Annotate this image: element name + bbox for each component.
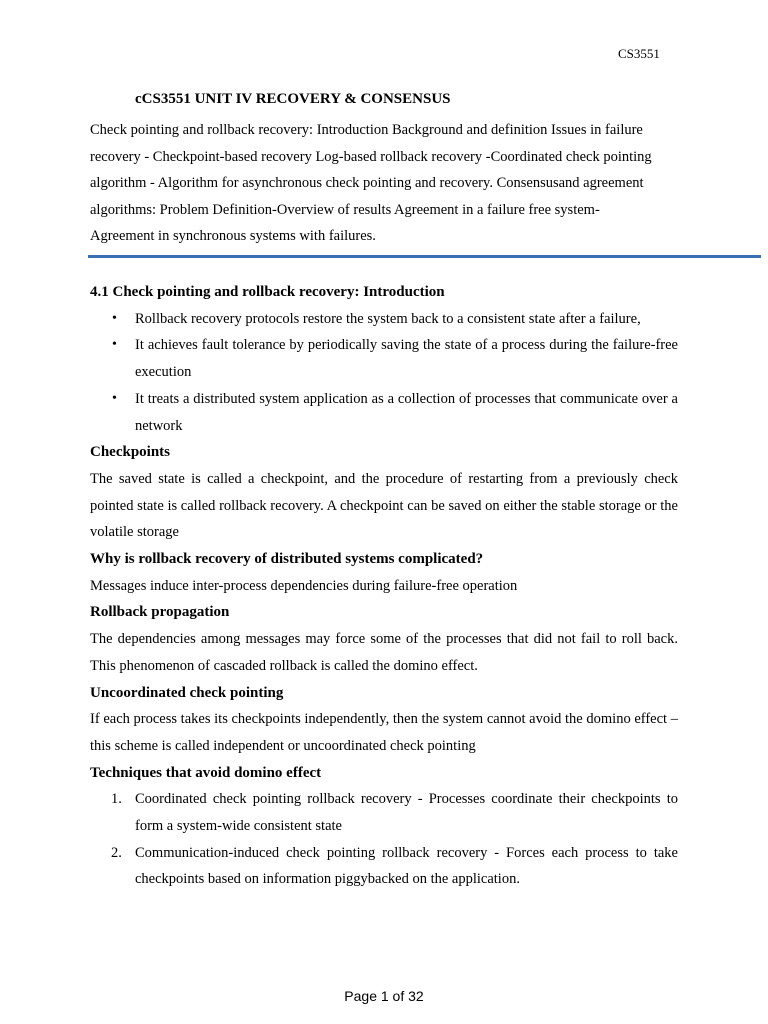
intro-line: algorithms: Problem Definition-Overview of results Agreement in a failure free system- xyxy=(90,201,600,218)
intro-bullet-list xyxy=(90,306,678,440)
techniques-list xyxy=(90,786,678,893)
heading-uncoordinated: Uncoordinated check pointing xyxy=(90,684,284,701)
unit-title: cCS3551 UNIT IV RECOVERY & CONSENSUS xyxy=(135,91,451,107)
item-number: 1. xyxy=(111,791,122,808)
intro-line: Check pointing and rollback recovery: Introduction Background and definition Issues in failure xyxy=(90,122,643,138)
intro-line: recovery - Checkpoint-based recovery Log-based rollback recovery -Coordinated check pointing xyxy=(90,148,652,165)
checkpoints-text: The saved state is called a checkpoint, and the procedure of restarting from a previously check pointed state is called rollback recovery. A checkpoint can be saved on either the stable storage or the volatile storage xyxy=(90,470,678,541)
page-footer: Page 1 of 32 xyxy=(344,988,424,1004)
intro-line: algorithm - Algorithm for asynchronous check pointing and recovery. Consensusand agreement xyxy=(90,175,644,191)
bullet-item: • It treats a distributed system application as a collection of processes that communicate over a network xyxy=(90,386,678,439)
item-text: Coordinated check pointing rollback recovery - Processes coordinate their checkpoints to form a system-wide consistent state xyxy=(135,791,678,835)
section-divider xyxy=(88,255,761,258)
why-complicated-text: Messages induce inter-process dependencies during failure-free operation xyxy=(90,577,518,594)
item-text: Communication-induced check pointing rollback recovery - Forces each process to take checkpoints based on information piggybacked on the application. xyxy=(135,844,678,888)
main-content xyxy=(90,279,678,893)
uncoordinated-text: If each process takes its checkpoints independently, then the system cannot avoid the domino effect – this scheme is called independent or uncoordinated check pointing xyxy=(90,711,678,754)
heading-techniques: Techniques that avoid domino effect xyxy=(90,764,322,781)
rollback-propagation-text: The dependencies among messages may force some of the processes that did not fail to roll back. This phenomenon of cascaded rollback is called the domino effect. xyxy=(90,631,678,674)
section-heading-4-1: 4.1 Check pointing and rollback recovery: Introduction xyxy=(90,284,445,300)
intro-line: Agreement in synchronous systems with failures. xyxy=(90,228,376,244)
bullet-item: • It achieves fault tolerance by periodically saving the state of a process during the failure-free execution xyxy=(90,332,678,385)
heading-why-complicated: Why is rollback recovery of distributed systems complicated? xyxy=(90,551,484,568)
header-course-code: CS3551 xyxy=(618,46,660,61)
heading-checkpoints: Checkpoints xyxy=(90,444,171,461)
bullet-item: • Rollback recovery protocols restore the system back to a consistent state after a failure, xyxy=(90,306,678,333)
heading-rollback-propagation: Rollback propagation xyxy=(90,604,230,621)
technique-item xyxy=(90,840,678,893)
technique-item xyxy=(90,786,678,839)
intro-paragraph xyxy=(90,117,680,250)
item-number: 2. xyxy=(111,844,122,861)
